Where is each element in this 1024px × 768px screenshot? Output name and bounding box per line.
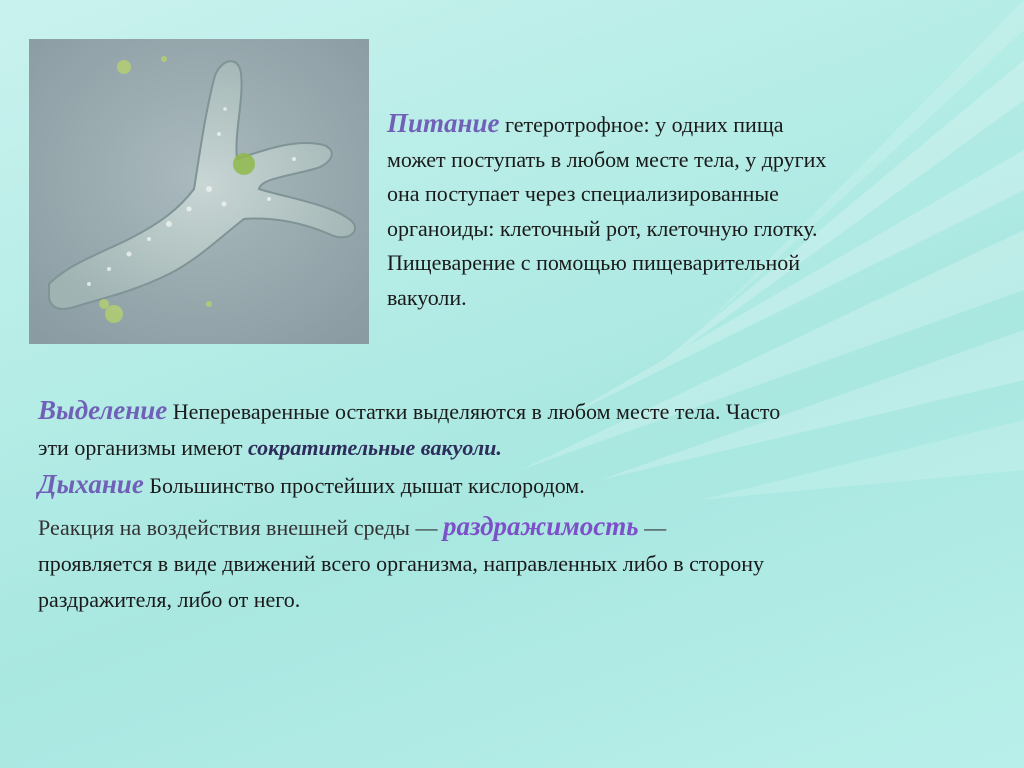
nutrition-line-2: она поступает через специализированные [387, 181, 779, 206]
nutrition-line-1: может поступать в любом месте тела, у других [387, 146, 827, 172]
irritability-line-2: проявляется в виде движений всего организма, направленных либо в сторону [38, 551, 764, 576]
nutrition-term: Питание [387, 108, 500, 138]
excretion-text-2: эти организмы имеют [38, 435, 248, 460]
excretion-term: Выделение [38, 395, 168, 425]
respiration-line [38, 466, 1008, 504]
excretion-line-2 [38, 430, 1008, 466]
nutrition-text-0: гетеротрофное: у одних пища [505, 112, 784, 137]
amoeba-photo [29, 39, 369, 344]
nutrition-line-5: вакуоли. [387, 284, 467, 310]
irritability-text-1: Реакция на воздействия внешней среды — [38, 515, 443, 540]
irritability-dash: — [638, 515, 667, 540]
contractile-vacuoles-emphasis: сократительные вакуоли [247, 435, 497, 460]
nutrition-line-0 [387, 106, 987, 143]
irritability-term: раздражимость [442, 511, 639, 541]
respiration-term: Дыхание [38, 469, 144, 499]
excretion-text: Непереваренные остатки выделяются в любом месте тела. Часто [172, 399, 781, 424]
nutrition-block [387, 106, 987, 315]
nutrition-line-3: органоиды: клеточный рот, клеточную глотку. [387, 215, 818, 241]
excretion-line-1 [38, 392, 1008, 430]
respiration-text: Большинство простейших дышат кислородом. [149, 473, 585, 498]
irritability-line-3: раздражителя, либо от него. [38, 587, 301, 612]
irritability-line-1 [38, 508, 1008, 546]
nutrition-line-4: Пищеварение с помощью пищеварительной [387, 250, 801, 275]
excretion-period: . [496, 435, 502, 460]
lower-text-block [38, 392, 1008, 618]
